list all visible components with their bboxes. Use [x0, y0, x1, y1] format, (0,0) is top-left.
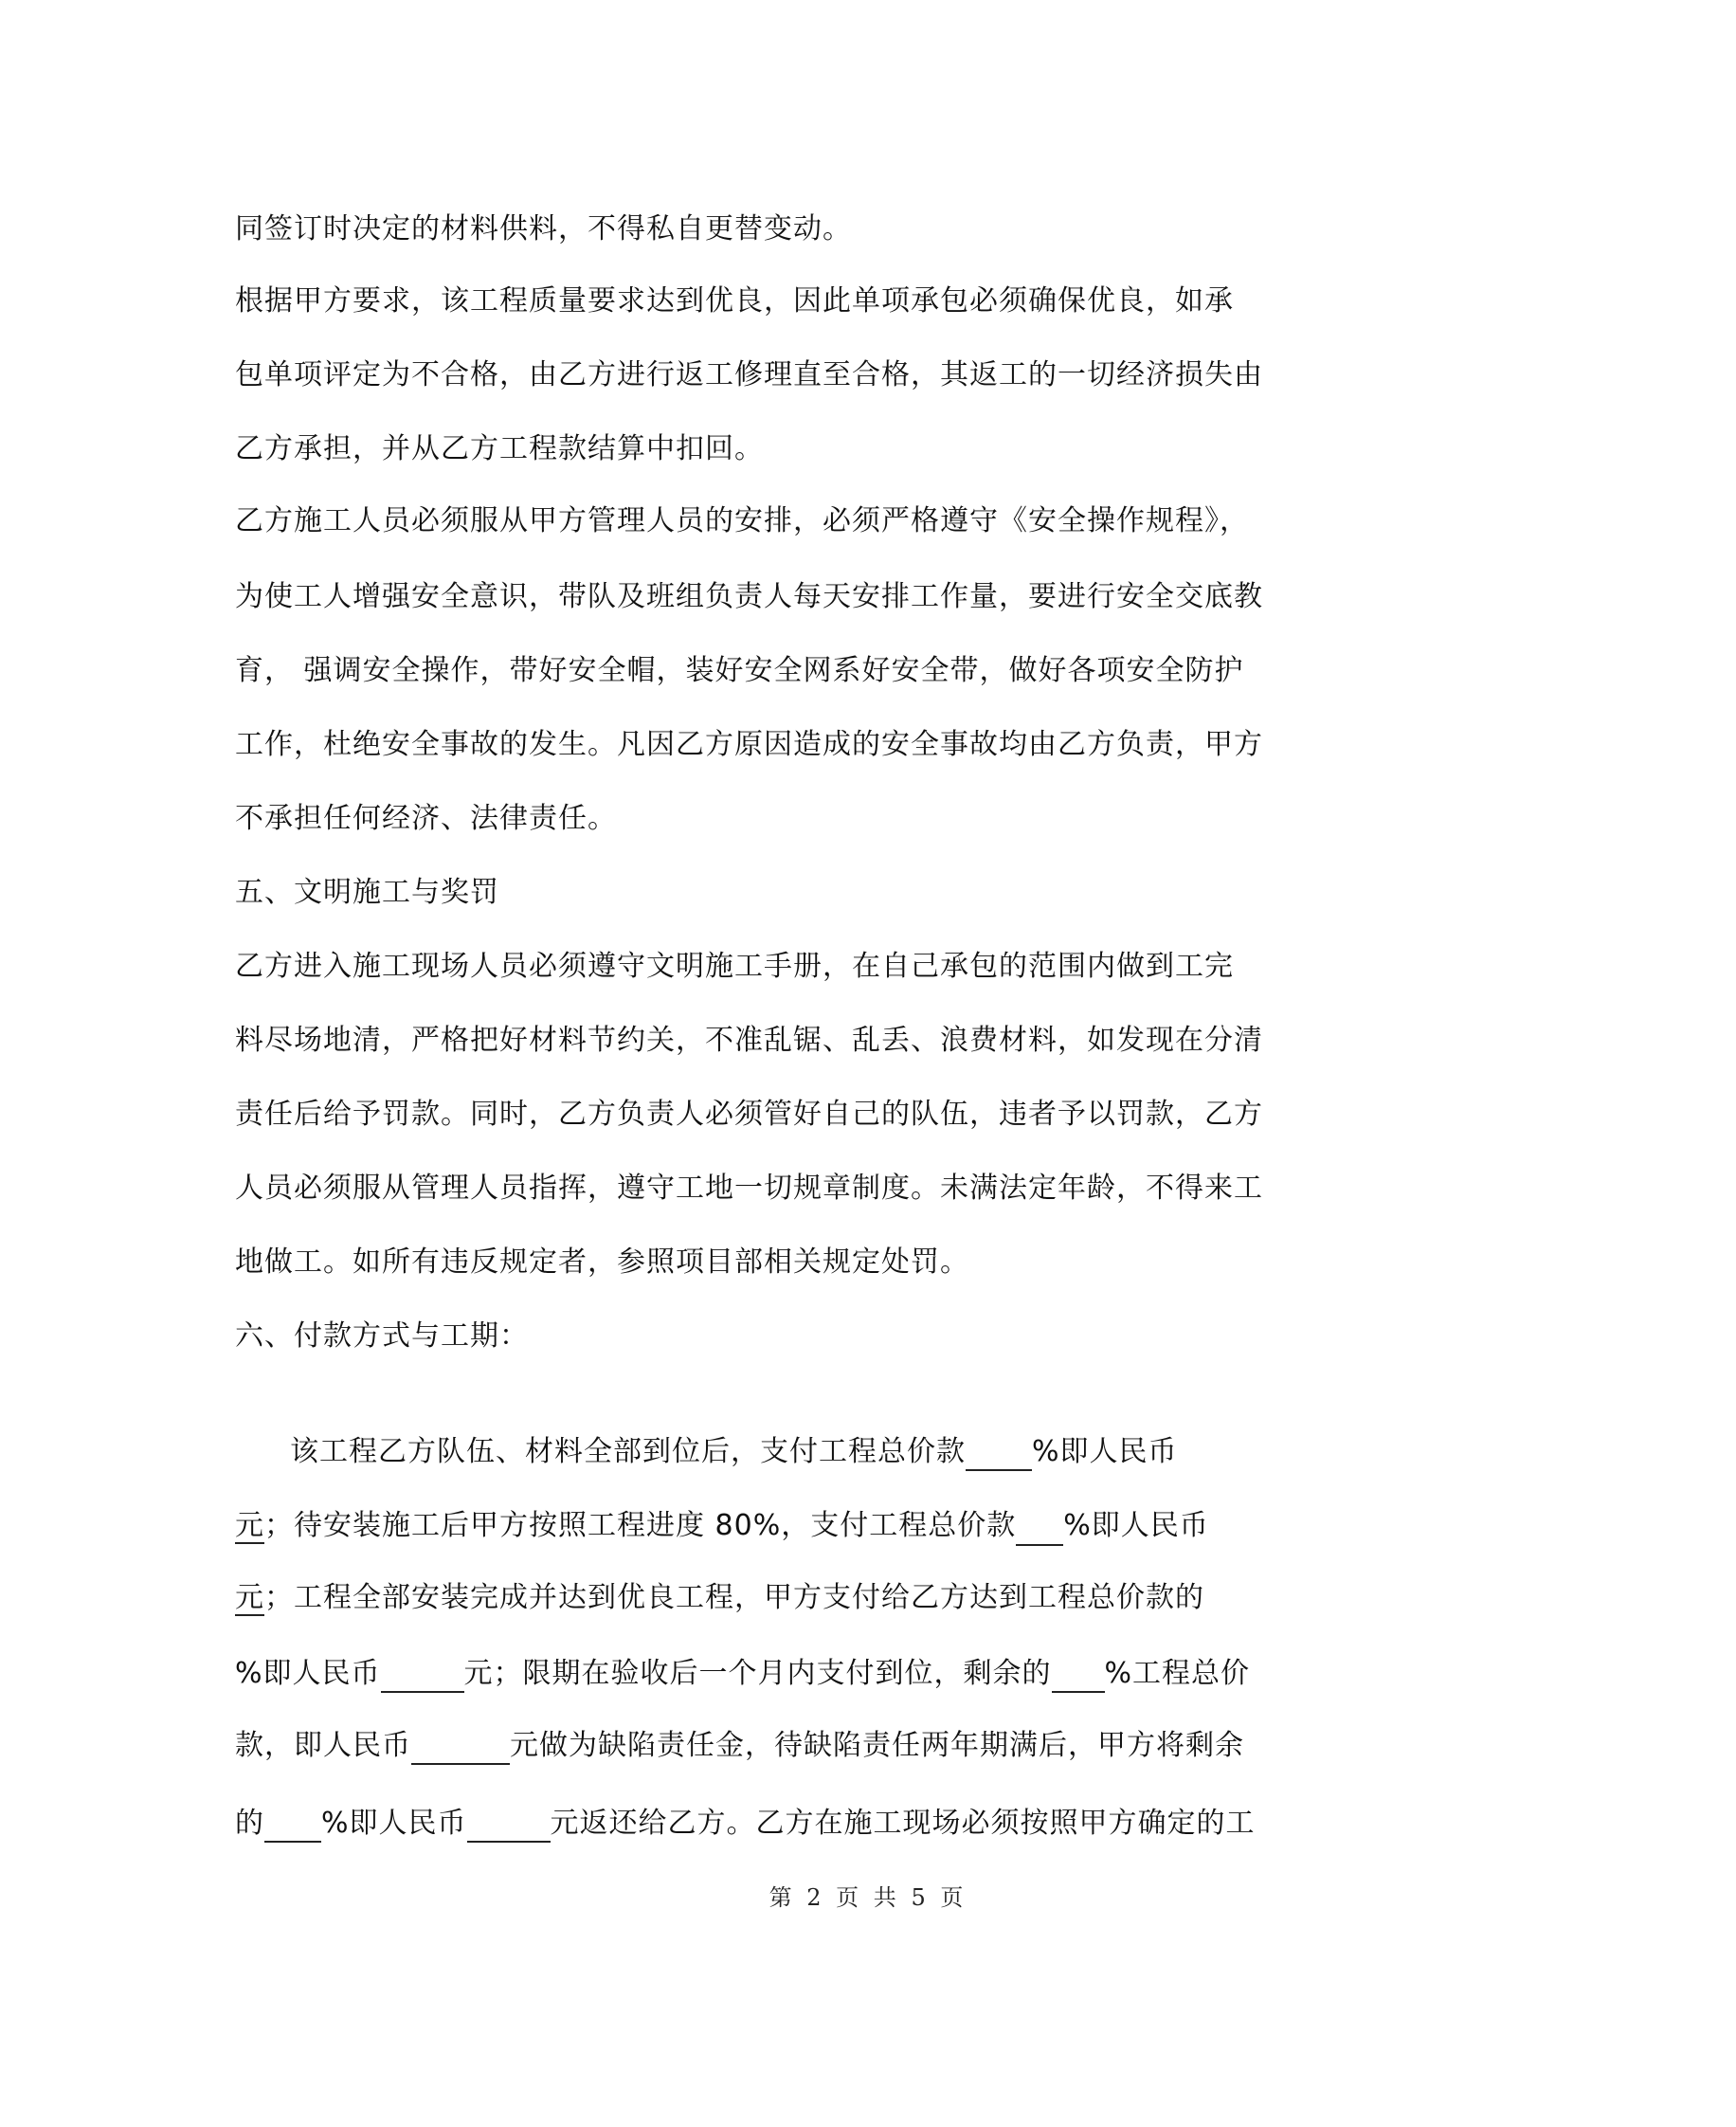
text-line: 根据甲方要求，该工程质量要求达到优良，因此单项承包必须确保优良，如承 [235, 284, 1234, 318]
text-line: 人员必须服从管理人员指挥，遵守工地一切规章制度。未满法定年龄，不得来工 [235, 1172, 1263, 1205]
blank-field[interactable] [966, 1439, 1032, 1471]
text-segment: 款，即人民币 [235, 1729, 411, 1762]
blank-field[interactable] [1016, 1514, 1063, 1546]
text-segment: %工程总价 [1104, 1657, 1251, 1690]
text-line: 责任后给予罚款。同时，乙方负责人必须管好自己的队伍，违者予以罚款，乙方 [235, 1098, 1263, 1131]
text-segment: 元返还给乙方。乙方在施工现场必须按照甲方确定的工 [550, 1807, 1256, 1840]
text-segment: 元做为缺陷责任金，待缺陷责任两年期满后，甲方将剩余 [510, 1729, 1244, 1762]
section-heading: 五、文明施工与奖罚 [235, 876, 499, 909]
section-heading: 六、付款方式与工期： [235, 1319, 529, 1353]
payment-line-6 [235, 1805, 1256, 1843]
text-line: 育， 强调安全操作，带好安全帽，装好安全网系好安全带，做好各项安全防护 [235, 654, 1244, 687]
payment-line-5 [235, 1727, 1244, 1765]
blank-field[interactable] [264, 1810, 321, 1843]
payment-line-4 [235, 1655, 1251, 1693]
text-line: 乙方承担，并从乙方工程款结算中扣回。 [235, 432, 764, 465]
text-segment: %即人民币 [321, 1807, 467, 1840]
text-line: 包单项评定为不合格，由乙方进行返工修理直至合格，其返工的一切经济损失由 [235, 358, 1263, 391]
text-segment: 元 [235, 1581, 264, 1614]
text-line: 乙方施工人员必须服从甲方管理人员的安排，必须严格遵守《安全操作规程》， [235, 504, 1249, 537]
text-line: 同签订时决定的材料供料，不得私自更替变动。 [235, 212, 852, 245]
blank-field[interactable] [411, 1733, 510, 1765]
text-segment: %即人民币 [235, 1657, 381, 1690]
payment-line-1 [235, 1433, 1221, 1471]
text-line: 工作，杜绝安全事故的发生。凡因乙方原因造成的安全事故均由乙方负责，甲方 [235, 728, 1263, 761]
payment-line-2 [235, 1507, 1221, 1546]
text-segment: 元；限期在验收后一个月内支付到位，剩余的 [463, 1657, 1052, 1690]
blank-field[interactable] [1052, 1661, 1105, 1693]
payment-line-3 [235, 1579, 1221, 1617]
text-line: 为使工人增强安全意识，带队及班组负责人每天安排工作量，要进行安全交底教 [235, 580, 1263, 613]
text-line: 乙方进入施工现场人员必须遵守文明施工手册，在自己承包的范围内做到工完 [235, 950, 1234, 983]
blank-field[interactable] [381, 1661, 464, 1693]
text-segment: %即人民币 [1032, 1435, 1178, 1468]
text-line: 料尽场地清，严格把好材料节约关，不准乱锯、乱丢、浪费材料，如发现在分清 [235, 1024, 1263, 1057]
text-segment: 元 [235, 1509, 264, 1542]
page-footer: 第 2 页 共 5 页 [769, 1884, 967, 1911]
text-segment: ；待安装施工后甲方按照工程进度 80%，支付工程总价款 [264, 1509, 1017, 1542]
blank-field[interactable] [467, 1810, 551, 1843]
text-line: 不承担任何经济、法律责任。 [235, 802, 617, 835]
text-segment: 该工程乙方队伍、材料全部到位后，支付工程总价款 [290, 1435, 966, 1468]
text-segment: 的 [235, 1807, 264, 1840]
text-segment: %即人民币 [1063, 1509, 1209, 1542]
text-line: 地做工。如所有违反规定者，参照项目部相关规定处罚。 [235, 1245, 969, 1279]
text-segment: ；工程全部安装完成并达到优良工程，甲方支付给乙方达到工程总价款的 [264, 1581, 1204, 1614]
